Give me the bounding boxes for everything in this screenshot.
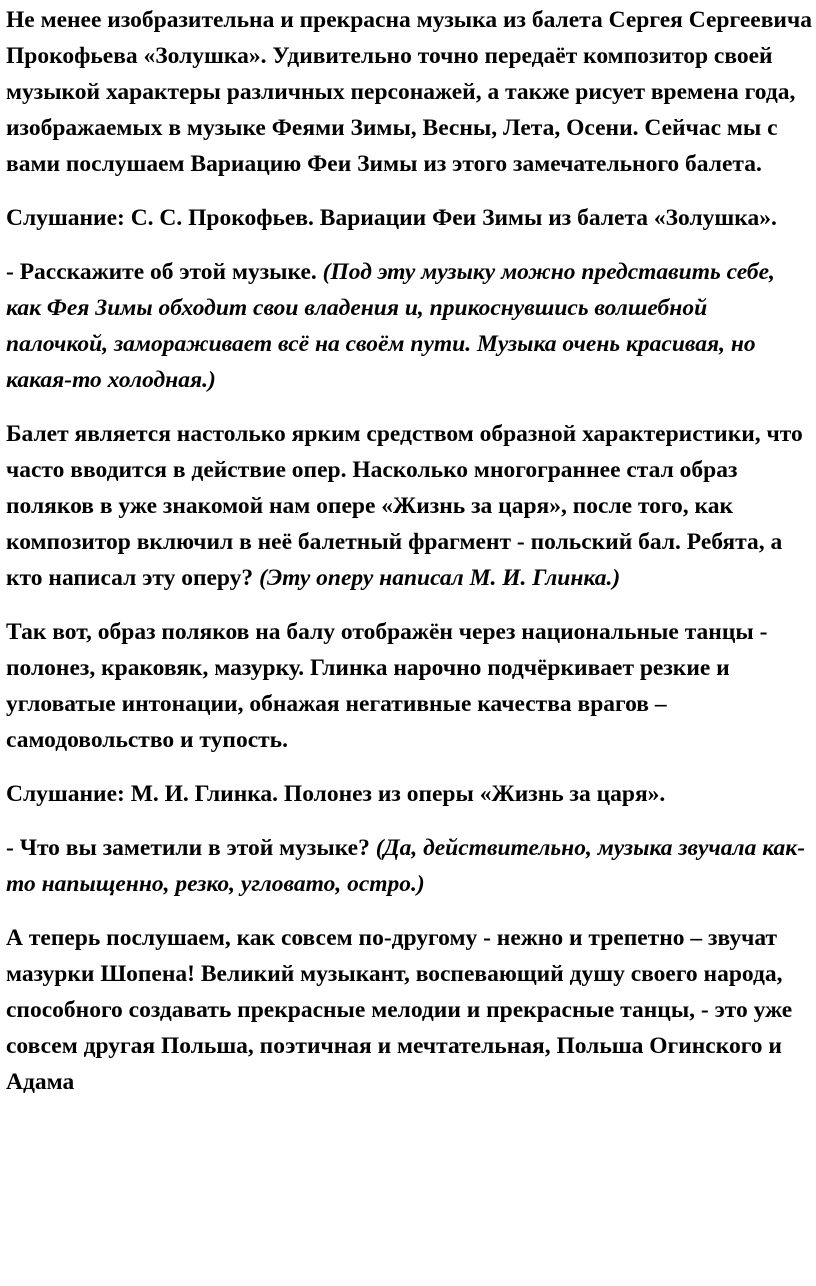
paragraph-question-polonaise: [6, 830, 812, 902]
paragraph-text: Так вот, образ поляков на балу отображён через национальные танцы - полонез, краковяк, мазурку. Глинка нарочно подчёркивает резкие и угловатые интонации, обнажая негативные качества врагов – самодовольство и тупость.: [6, 619, 768, 753]
paragraph-text: - Расскажите об этой музыке.: [6, 259, 323, 285]
paragraph-text: А теперь послушаем, как совсем по-другому - нежно и трепетно – звучат мазурки Шопена! Великий музыкант, воспевающий душу своего народа, способного создавать прекрасные мелодии и прекрасные танцы, - это уже совсем другая Польша, поэтичная и мечтательная, Польша Огинского и Адама: [6, 925, 793, 1095]
paragraph-answer-italic: (Да, действительно, музыка звучала как-то напыщенно, резко, угловато, остро.): [6, 835, 806, 897]
paragraph-listening-glinka: [6, 776, 812, 812]
paragraph-polish-dances: [6, 614, 812, 758]
paragraph-text: Слушание: С. С. Прокофьев. Вариации Феи Зимы из балета «Золушка».: [6, 205, 777, 231]
paragraph-text: Балет является настолько ярким средством образной характеристики, что часто вводится в действие опер. Насколько многограннее стал образ поляков в уже знакомой нам опере «Жизнь за царя», после того, как композитор включил в неё балетный фрагмент - польский бал. Ребята, а кто написал эту оперу?: [6, 421, 803, 591]
paragraph-text: - Что вы заметили в этой музыке?: [6, 835, 376, 861]
paragraph-text: Не менее изобразительна и прекрасна музыка из балета Сергея Сергеевича Прокофьева «Золушка». Удивительно точно передаёт композитор своей музыкой характеры различных персонажей, а также рисует времена года, изображаемых в музыке Феями Зимы, Весны, Лета, Осени. Сейчас мы с вами послушаем Вариацию Феи Зимы из этого замечательного балета.: [6, 7, 812, 177]
paragraph-listening-prokofiev: [6, 200, 812, 236]
paragraph-text: Слушание: М. И. Глинка. Полонез из оперы «Жизнь за царя».: [6, 781, 666, 807]
paragraph-answer-italic: (Под эту музыку можно представить себе, как Фея Зимы обходит свои владения и, прикоснувшись волшебной палочкой, замораживает всё на своём пути. Музыка очень красивая, но какая-то холодная.): [6, 259, 775, 393]
paragraph-question-winter-fairy: [6, 254, 812, 398]
paragraph-answer-italic: (Эту оперу написал М. И. Глинка.): [259, 565, 621, 591]
paragraph-cinderella-intro: [6, 2, 812, 182]
paragraph-ballet-in-opera: [6, 416, 812, 596]
paragraph-chopin-mazurkas: [6, 920, 812, 1100]
document-page: [6, 0, 812, 1118]
